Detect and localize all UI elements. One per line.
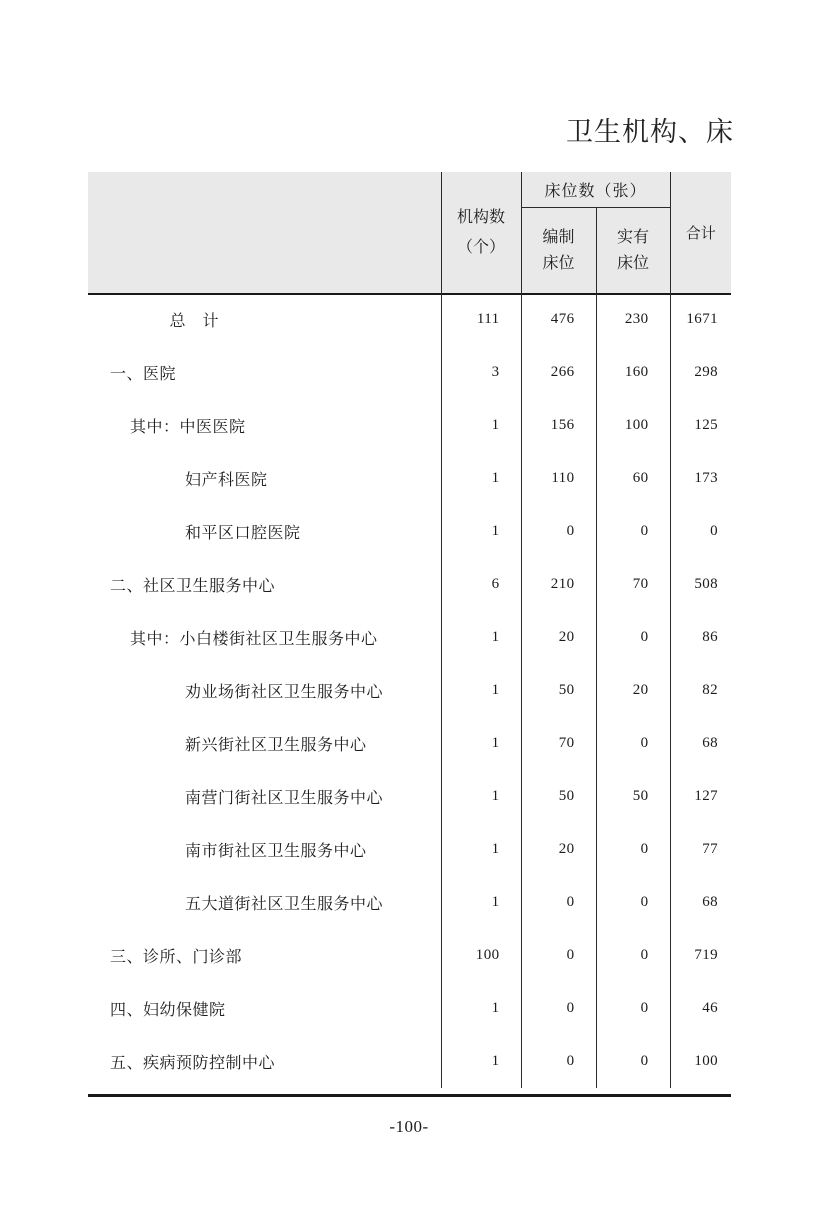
row-total: 46 bbox=[670, 982, 731, 1035]
row-org-count: 6 bbox=[441, 558, 521, 611]
row-total: 0 bbox=[670, 505, 731, 558]
table-row bbox=[88, 346, 731, 399]
row-planned-beds: 20 bbox=[521, 823, 596, 876]
row-org-count: 1 bbox=[441, 982, 521, 1035]
header-org-count-line1: 机构数 bbox=[456, 208, 505, 226]
page-title: 卫生机构、床 bbox=[566, 117, 734, 147]
row-actual-beds: 230 bbox=[596, 293, 670, 346]
row-org-count: 1 bbox=[441, 770, 521, 823]
row-org-count: 1 bbox=[441, 717, 521, 770]
row-planned-beds: 70 bbox=[521, 717, 596, 770]
row-planned-beds: 0 bbox=[521, 505, 596, 558]
table-body bbox=[88, 293, 731, 1088]
row-org-count: 111 bbox=[441, 293, 521, 346]
row-label: 四、妇幼保健院 bbox=[110, 1002, 226, 1019]
row-org-count: 1 bbox=[441, 452, 521, 505]
row-planned-beds: 20 bbox=[521, 611, 596, 664]
row-total: 68 bbox=[670, 876, 731, 929]
row-label: 和平区口腔医院 bbox=[185, 525, 301, 542]
row-actual-beds: 50 bbox=[596, 770, 670, 823]
row-total: 86 bbox=[670, 611, 731, 664]
row-org-count: 1 bbox=[441, 611, 521, 664]
row-label: 一、医院 bbox=[110, 366, 177, 383]
table-row bbox=[88, 505, 731, 558]
row-org-count: 1 bbox=[441, 876, 521, 929]
row-actual-beds: 60 bbox=[596, 452, 670, 505]
header-beds-planned bbox=[521, 208, 596, 294]
row-planned-beds: 0 bbox=[521, 929, 596, 982]
table-row bbox=[88, 982, 731, 1035]
row-total: 125 bbox=[670, 399, 731, 452]
row-label: 其中：中医医院 bbox=[130, 419, 246, 436]
row-label: 南营门街社区卫生服务中心 bbox=[185, 790, 384, 807]
row-actual-beds: 0 bbox=[596, 929, 670, 982]
row-org-count: 3 bbox=[441, 346, 521, 399]
row-planned-beds: 156 bbox=[521, 399, 596, 452]
header-org-count-unit: （个） bbox=[456, 238, 505, 256]
table-row bbox=[88, 611, 731, 664]
row-actual-beds: 20 bbox=[596, 664, 670, 717]
row-actual-beds: 160 bbox=[596, 346, 670, 399]
row-planned-beds: 110 bbox=[521, 452, 596, 505]
row-label: 五、疾病预防控制中心 bbox=[110, 1055, 276, 1072]
row-total: 100 bbox=[670, 1035, 731, 1088]
table-row bbox=[88, 558, 731, 611]
table-row bbox=[88, 293, 731, 346]
row-org-count: 1 bbox=[441, 399, 521, 452]
row-actual-beds: 70 bbox=[596, 558, 670, 611]
row-total: 719 bbox=[670, 929, 731, 982]
row-total: 68 bbox=[670, 717, 731, 770]
row-label: 二、社区卫生服务中心 bbox=[110, 578, 276, 595]
header-beds-actual bbox=[596, 208, 670, 294]
header-beds-group: 床位数（张） bbox=[521, 172, 670, 208]
row-label: 其中：小白楼街社区卫生服务中心 bbox=[130, 631, 378, 648]
row-total: 1671 bbox=[670, 293, 731, 346]
row-actual-beds: 0 bbox=[596, 717, 670, 770]
row-actual-beds: 0 bbox=[596, 876, 670, 929]
row-total: 77 bbox=[670, 823, 731, 876]
page-number: -100- bbox=[389, 1117, 429, 1136]
row-actual-beds: 0 bbox=[596, 505, 670, 558]
row-planned-beds: 210 bbox=[521, 558, 596, 611]
header-total: 合计 bbox=[670, 172, 731, 293]
table-row bbox=[88, 876, 731, 929]
row-total: 508 bbox=[670, 558, 731, 611]
table-bottom-rule bbox=[88, 1094, 731, 1097]
table-row bbox=[88, 1035, 731, 1088]
table-header bbox=[88, 172, 731, 293]
row-org-count: 1 bbox=[441, 823, 521, 876]
row-total: 82 bbox=[670, 664, 731, 717]
row-actual-beds: 0 bbox=[596, 982, 670, 1035]
row-planned-beds: 476 bbox=[521, 293, 596, 346]
row-actual-beds: 0 bbox=[596, 823, 670, 876]
table-row bbox=[88, 452, 731, 505]
row-label: 妇产科医院 bbox=[185, 472, 268, 489]
row-org-count: 1 bbox=[441, 664, 521, 717]
row-actual-beds: 100 bbox=[596, 399, 670, 452]
header-beds-planned-line2: 床位 bbox=[542, 254, 575, 272]
statistics-table-container bbox=[88, 172, 731, 1088]
table-header-row-top bbox=[88, 172, 731, 208]
header-org-count bbox=[441, 172, 521, 293]
statistics-table bbox=[88, 172, 731, 1088]
row-total: 298 bbox=[670, 346, 731, 399]
row-planned-beds: 266 bbox=[521, 346, 596, 399]
row-planned-beds: 0 bbox=[521, 876, 596, 929]
row-planned-beds: 0 bbox=[521, 982, 596, 1035]
table-row bbox=[88, 717, 731, 770]
row-total: 173 bbox=[670, 452, 731, 505]
table-row bbox=[88, 399, 731, 452]
header-beds-actual-line1: 实有 bbox=[617, 228, 650, 246]
row-label: 劝业场街社区卫生服务中心 bbox=[185, 684, 384, 701]
table-row bbox=[88, 664, 731, 717]
header-beds-planned-line1: 编制 bbox=[542, 228, 575, 246]
row-actual-beds: 0 bbox=[596, 611, 670, 664]
row-planned-beds: 0 bbox=[521, 1035, 596, 1088]
table-row bbox=[88, 770, 731, 823]
row-planned-beds: 50 bbox=[521, 664, 596, 717]
row-org-count: 1 bbox=[441, 1035, 521, 1088]
table-row bbox=[88, 929, 731, 982]
row-total: 127 bbox=[670, 770, 731, 823]
row-org-count: 1 bbox=[441, 505, 521, 558]
header-beds-actual-line2: 床位 bbox=[617, 254, 650, 272]
row-label: 南市街社区卫生服务中心 bbox=[185, 843, 367, 860]
header-label-column bbox=[88, 172, 441, 293]
row-actual-beds: 0 bbox=[596, 1035, 670, 1088]
row-label: 五大道街社区卫生服务中心 bbox=[185, 896, 384, 913]
row-org-count: 100 bbox=[441, 929, 521, 982]
row-label: 总 计 bbox=[169, 313, 219, 330]
row-label: 新兴街社区卫生服务中心 bbox=[185, 737, 367, 754]
table-row bbox=[88, 823, 731, 876]
row-label: 三、诊所、门诊部 bbox=[110, 949, 243, 966]
row-planned-beds: 50 bbox=[521, 770, 596, 823]
